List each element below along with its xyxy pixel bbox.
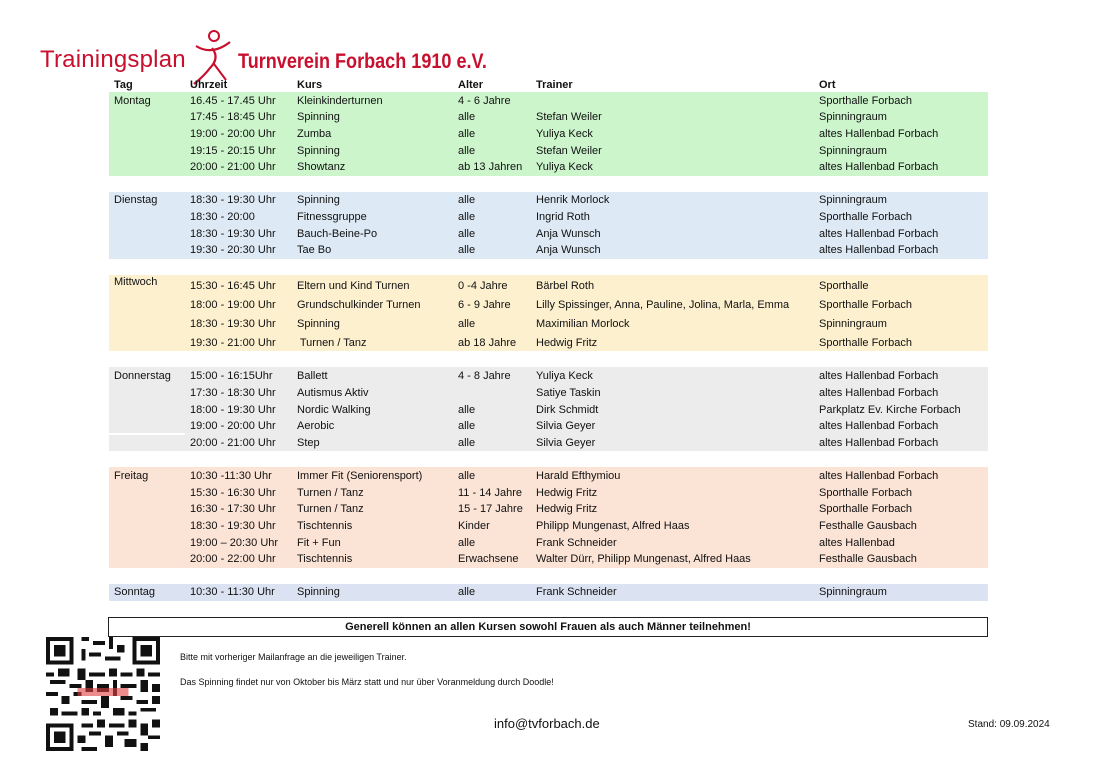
time-cell: 20:00 - 22:00 Uhr: [190, 553, 276, 565]
table-row: [109, 276, 988, 293]
time-cell: 15:00 - 16:15Uhr: [190, 370, 273, 382]
course-cell: Tischtennis: [297, 520, 353, 532]
column-header-place: Ort: [819, 79, 836, 91]
place-cell: Spinningraum: [819, 194, 887, 206]
trainer-cell: Henrik Morlock: [536, 194, 610, 206]
trainer-cell: Harald Efthymiou: [536, 470, 621, 482]
table-row: [109, 501, 988, 518]
place-cell: Festhalle Gausbach: [819, 553, 917, 565]
course-cell: Aerobic: [297, 420, 335, 432]
time-cell: 19:00 - 20:00 Uhr: [190, 420, 276, 432]
place-cell: altes Hallenbad Forbach: [819, 244, 939, 256]
course-cell: Grundschulkinder Turnen: [297, 299, 421, 311]
place-cell: Sporthalle: [819, 280, 869, 292]
place-cell: Sporthalle Forbach: [819, 211, 912, 223]
course-cell: Tischtennis: [297, 553, 353, 565]
day-label: Sonntag: [114, 586, 155, 598]
table-row: [109, 418, 988, 435]
place-cell: altes Hallenbad Forbach: [819, 420, 939, 432]
table-row: [109, 316, 988, 333]
age-cell: Kinder: [458, 520, 490, 532]
place-cell: altes Hallenbad Forbach: [819, 370, 939, 382]
place-cell: Sporthalle Forbach: [819, 487, 912, 499]
table-row: [109, 297, 988, 314]
trainer-cell: Yuliya Keck: [536, 370, 593, 382]
age-cell: alle: [458, 128, 476, 140]
spinning-note: Das Spinning findet nur von Oktober bis März statt und nur über Voranmeldung durch Doodle!: [180, 677, 554, 687]
time-cell: 18:30 - 19:30 Uhr: [190, 520, 276, 532]
age-cell: 11 - 14 Jahre: [458, 487, 523, 499]
age-cell: ab 18 Jahre: [458, 337, 517, 349]
age-cell: alle: [458, 470, 476, 482]
course-cell: Nordic Walking: [297, 404, 371, 416]
place-cell: Sporthalle Forbach: [819, 299, 912, 311]
table-row: [109, 368, 988, 385]
time-cell: 18:30 - 19:30 Uhr: [190, 228, 276, 240]
trainer-cell: Philipp Mungenast, Alfred Haas: [536, 520, 690, 532]
day-label: Donnerstag: [114, 370, 171, 382]
age-cell: alle: [458, 145, 476, 157]
trainer-cell: Lilly Spissinger, Anna, Pauline, Jolina, Marla, Emma: [536, 299, 790, 311]
place-cell: Sporthalle Forbach: [819, 337, 912, 349]
trainer-cell: Bärbel Roth: [536, 280, 595, 292]
course-cell: Bauch-Beine-Po: [297, 228, 378, 240]
place-cell: altes Hallenbad Forbach: [819, 228, 939, 240]
time-cell: 19:30 - 21:00 Uhr: [190, 337, 276, 349]
course-cell: Turnen / Tanz: [297, 503, 364, 515]
table-row: [109, 109, 988, 126]
place-cell: Spinningraum: [819, 111, 887, 123]
course-cell: Spinning: [297, 586, 340, 598]
table-row: [109, 584, 988, 601]
place-cell: Spinningraum: [819, 318, 887, 330]
table-row: [109, 385, 988, 402]
time-cell: 18:00 - 19:00 Uhr: [190, 299, 276, 311]
trainer-cell: Silvia Geyer: [536, 437, 596, 449]
age-cell: Erwachsene: [458, 553, 519, 565]
place-cell: altes Hallenbad Forbach: [819, 387, 939, 399]
place-cell: Sporthalle Forbach: [819, 95, 912, 107]
trainer-cell: Satiye Taskin: [536, 387, 601, 399]
time-cell: 15:30 - 16:30 Uhr: [190, 487, 276, 499]
time-cell: 18:00 - 19:30 Uhr: [190, 404, 276, 416]
trainer-cell: Ingrid Roth: [536, 211, 590, 223]
age-cell: ab 13 Jahren: [458, 161, 523, 173]
table-row: [109, 126, 988, 143]
age-cell: alle: [458, 228, 476, 240]
table-row: [109, 468, 988, 485]
age-cell: 6 - 9 Jahre: [458, 299, 511, 311]
trainer-cell: Anja Wunsch: [536, 244, 601, 256]
age-cell: alle: [458, 211, 476, 223]
place-cell: altes Hallenbad: [819, 537, 895, 549]
time-cell: 19:30 - 20:30 Uhr: [190, 244, 276, 256]
time-cell: 16:30 - 17:30 Uhr: [190, 503, 276, 515]
trainer-cell: Silvia Geyer: [536, 420, 596, 432]
contact-email[interactable]: info@tvforbach.de: [494, 716, 600, 731]
place-cell: Spinningraum: [819, 145, 887, 157]
time-cell: 10:30 - 11:30 Uhr: [190, 586, 275, 598]
table-row: [109, 402, 988, 419]
table-row: [109, 93, 988, 110]
table-row: [109, 242, 988, 259]
course-cell: Zumba: [297, 128, 332, 140]
course-cell: Spinning: [297, 111, 340, 123]
place-cell: Sporthalle Forbach: [819, 503, 912, 515]
course-cell: Spinning: [297, 318, 340, 330]
trainer-cell: Hedwig Fritz: [536, 487, 598, 499]
place-cell: Festhalle Gausbach: [819, 520, 917, 532]
table-row: [109, 518, 988, 535]
course-cell: Ballett: [297, 370, 328, 382]
qr-code-icon: [46, 637, 160, 751]
table-row: [109, 209, 988, 226]
table-row: [109, 192, 988, 209]
table-row: [109, 435, 988, 452]
time-cell: 19:00 - 20:00 Uhr: [190, 128, 276, 140]
place-cell: altes Hallenbad Forbach: [819, 437, 939, 449]
course-cell: Autismus Aktiv: [297, 387, 369, 399]
course-cell: Step: [297, 437, 320, 449]
trainer-cell: Walter Dürr, Philipp Mungenast, Alfred Haas: [536, 553, 751, 565]
age-cell: alle: [458, 404, 476, 416]
age-cell: alle: [458, 318, 476, 330]
place-cell: Spinningraum: [819, 586, 887, 598]
course-cell: Fitnessgruppe: [297, 211, 367, 223]
time-cell: 20:00 - 21:00 Uhr: [190, 161, 276, 173]
column-header-time: Uhrzeit: [190, 79, 228, 91]
time-cell: 18:30 - 19:30 Uhr: [190, 194, 276, 206]
column-header-age: Alter: [458, 79, 484, 91]
club-name: Turnverein Forbach 1910 e.V.: [238, 50, 487, 73]
course-cell: Turnen / Tanz: [297, 487, 364, 499]
course-cell: Spinning: [297, 145, 340, 157]
course-cell: Tae Bo: [297, 244, 332, 256]
table-row: [109, 551, 988, 568]
trainer-cell: Maximilian Morlock: [536, 318, 630, 330]
table-row: [109, 159, 988, 176]
column-header-trainer: Trainer: [536, 79, 573, 91]
trainer-cell: Hedwig Fritz: [536, 503, 598, 515]
trainer-cell: Frank Schneider: [536, 586, 617, 598]
course-cell: Showtanz: [297, 161, 346, 173]
course-cell: Spinning: [297, 194, 340, 206]
time-cell: 17:45 - 18:45 Uhr: [190, 111, 276, 123]
age-cell: alle: [458, 194, 476, 206]
trainer-cell: Dirk Schmidt: [536, 404, 599, 416]
column-header-day: Tag: [114, 79, 133, 91]
day-label: Mittwoch: [114, 276, 158, 288]
time-cell: 20:00 - 21:00 Uhr: [190, 437, 276, 449]
age-cell: alle: [458, 420, 476, 432]
time-cell: 15:30 - 16:45 Uhr: [190, 280, 276, 292]
course-cell: Turnen / Tanz: [297, 337, 367, 349]
page-title: Trainingsplan: [40, 46, 186, 73]
time-cell: 19:15 - 20:15 Uhr: [190, 145, 276, 157]
time-cell: 17:30 - 18:30 Uhr: [190, 387, 276, 399]
table-row: [109, 226, 988, 243]
time-cell: 19:00 – 20:30 Uhr: [190, 537, 279, 549]
age-cell: 0 -4 Jahre: [458, 280, 508, 292]
trainer-cell: Stefan Weiler: [536, 111, 602, 123]
time-cell: 18:30 - 19:30 Uhr: [190, 318, 276, 330]
table-row: [109, 143, 988, 160]
age-cell: alle: [458, 244, 476, 256]
place-cell: Parkplatz Ev. Kirche Forbach: [819, 404, 961, 416]
place-cell: altes Hallenbad Forbach: [819, 161, 939, 173]
place-cell: altes Hallenbad Forbach: [819, 470, 939, 482]
day-label: Montag: [114, 95, 151, 107]
time-cell: 18:30 - 20:00: [190, 211, 255, 223]
day-label: Dienstag: [114, 194, 158, 206]
course-cell: Immer Fit (Seniorensport): [297, 470, 423, 482]
time-cell: 10:30 -11:30 Uhr: [190, 470, 272, 482]
trainer-cell: Yuliya Keck: [536, 128, 593, 140]
mail-request-note: Bitte mit vorheriger Mailanfrage an die jeweiligen Trainer.: [180, 652, 407, 662]
age-cell: 4 - 6 Jahre: [458, 95, 511, 107]
general-note: Generell können an allen Kursen sowohl Frauen als auch Männer teilnehmen!: [108, 617, 988, 637]
trainer-cell: Frank Schneider: [536, 537, 617, 549]
table-row: [109, 485, 988, 502]
column-header-course: Kurs: [297, 79, 323, 91]
age-cell: 4 - 8 Jahre: [458, 370, 511, 382]
time-cell: 16.45 - 17.45 Uhr: [190, 95, 276, 107]
day-label: Freitag: [114, 470, 149, 482]
course-cell: Fit + Fun: [297, 537, 341, 549]
age-cell: 15 - 17 Jahre: [458, 503, 523, 515]
age-cell: alle: [458, 111, 476, 123]
age-cell: alle: [458, 586, 476, 598]
place-cell: altes Hallenbad Forbach: [819, 128, 939, 140]
course-cell: Kleinkinderturnen: [297, 95, 383, 107]
table-row: [109, 535, 988, 552]
age-cell: alle: [458, 437, 476, 449]
table-row: [109, 335, 988, 352]
trainer-cell: Stefan Weiler: [536, 145, 602, 157]
trainer-cell: Yuliya Keck: [536, 161, 593, 173]
age-cell: alle: [458, 537, 476, 549]
stand-date: Stand: 09.09.2024: [968, 719, 1050, 730]
course-cell: Eltern und Kind Turnen: [297, 280, 410, 292]
trainer-cell: Hedwig Fritz: [536, 337, 598, 349]
trainer-cell: Anja Wunsch: [536, 228, 601, 240]
